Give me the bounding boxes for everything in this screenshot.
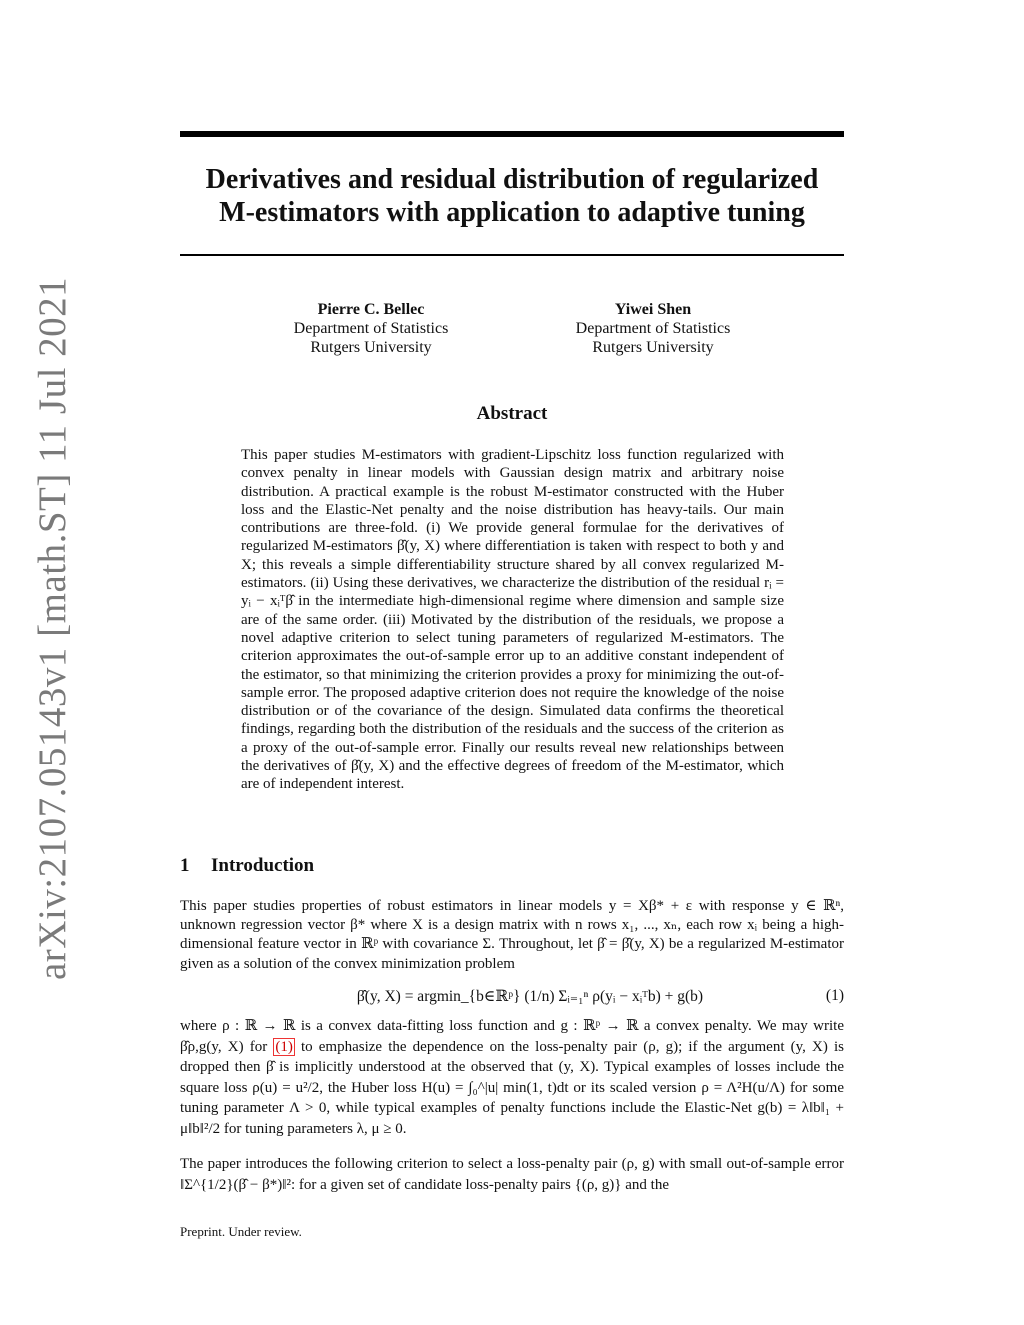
- title-bottom-rule: [180, 254, 844, 256]
- paragraph-text: to emphasize the dependence on the loss-penalty pair (ρ, g); if the argument (y, X) is dropped then β̂ is implicitly understood at the observed that (y, X). Typical examples of losses include the square loss ρ(u) = u²/2, the Huber loss H(u) = ∫₀^|u| min(1, t)dt or its scaled version ρ = Λ²H(u/Λ) for some tuning parameter Λ > 0, while typical examples of penalty functions include the Elastic-Net g(b) = λ‖b‖₁ + μ‖b‖²/2 for tuning parameters λ, μ ≥ 0.: [180, 1038, 844, 1137]
- abstract-heading: Abstract: [476, 403, 548, 424]
- title-line-2: M-estimators with application to adaptive tuning: [219, 197, 805, 228]
- section-heading: [180, 855, 314, 877]
- equation-body: β̂(y, X) = argmin_{b∈ℝᵖ} (1/n) Σᵢ₌₁ⁿ ρ(yᵢ − xᵢᵀb) + g(b): [356, 988, 704, 1005]
- title-line-1: Derivatives and residual distribution of regularized: [205, 164, 819, 195]
- title-top-rule: [180, 131, 844, 137]
- author-block-2: [533, 300, 773, 357]
- equation-number: (1): [825, 987, 844, 1004]
- intro-paragraph-2: [180, 1016, 844, 1140]
- author-department: Department of Statistics: [575, 320, 731, 337]
- footer-note: Preprint. Under review.: [180, 1224, 302, 1239]
- equation-reference-link[interactable]: (1): [275, 1038, 293, 1055]
- author-department: Department of Statistics: [293, 320, 449, 337]
- author-name: Yiwei Shen: [614, 301, 692, 318]
- section-number: 1: [180, 855, 190, 876]
- arxiv-identifier: arXiv:2107.05143v1 [math.ST] 11 Jul 2021: [31, 276, 74, 980]
- author-university: Rutgers University: [310, 339, 432, 356]
- paragraph-text: where ρ : ℝ → ℝ is a convex data-fitting loss function and g : ℝᵖ → ℝ a convex penalty. We may write β̂ρ,g(y, X) for: [180, 1018, 844, 1055]
- abstract-text: This paper studies M-estimators with gradient-Lipschitz loss function regularized with convex penalty in linear models with Gaussian design matrix and arbitrary noise distribution. A practical example is the robust M-estimator constructed with the Huber loss and the Elastic-Net penalty and the noise distribution has heavy-tails. Our main contributions are three-fold. (i) We provide general formulae for the derivatives of regularized M-estimators β̂(y, X) where differentiation is taken with respect to both y and X; this reveals a simple differentiability structure shared by all convex regularized M-estimators. (ii) Using these derivatives, we characterize the distribution of the residual rᵢ = yᵢ − xᵢᵀβ̂ in the intermediate high-dimensional regime where dimension and sample size are of the same order. (iii) Motivated by the distribution of the residuals, we propose a novel adaptive criterion to select tuning parameters of regularized M-estimators. The criterion approximates the out-of-sample error up to an additive constant independent of the estimator, so that minimizing the criterion provides a proxy for minimizing the out-of-sample error. The proposed adaptive criterion does not require the knowledge of the noise distribution or of the covariance of the design. Simulated data confirms the theoretical findings, regarding both the distribution of the residuals and the success of the criterion as a proxy of the out-of-sample error. Finally our results reveal new relationships between the derivatives of β̂(y, X) and the effective degrees of freedom of the M-estimator, which are of independent interest.: [241, 447, 784, 793]
- author-block-1: [251, 300, 491, 357]
- author-name: Pierre C. Bellec: [317, 301, 425, 318]
- section-title: Introduction: [211, 855, 315, 876]
- intro-paragraph-1: This paper studies properties of robust estimators in linear models y = Xβ* + ε with response y ∈ ℝⁿ, unknown regression vector β* where X is a design matrix with n rows x₁, ..., xₙ, each row xᵢ being a high-dimensional feature vector in ℝᵖ with covariance Σ. Throughout, let β̂ = β̂(y, X) be a regularized M-estimator given as a solution of the convex minimization problem: [180, 898, 844, 972]
- author-university: Rutgers University: [592, 339, 714, 356]
- intro-paragraph-3: The paper introduces the following criterion to select a loss-penalty pair (ρ, g) with small out-of-sample error ‖Σ^{1/2}(β̂ − β*)‖²: for a given set of candidate loss-penalty pairs {(ρ, g)} and the: [180, 1156, 844, 1193]
- paper-title: [180, 163, 844, 229]
